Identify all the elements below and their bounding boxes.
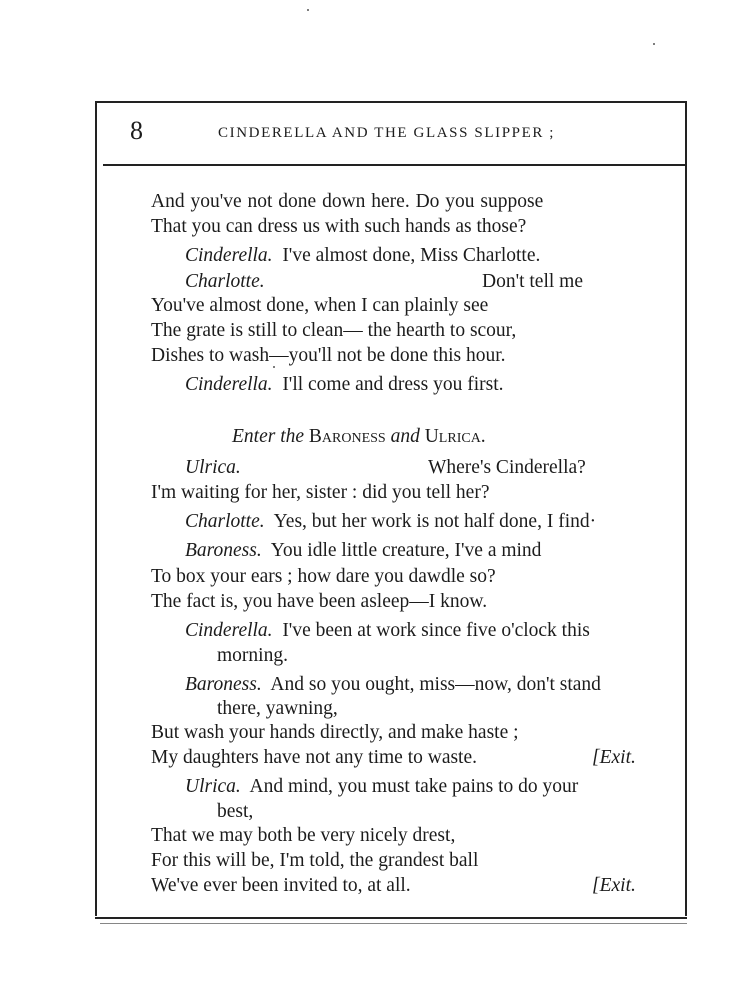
verse-line: But wash your hands directly, and make haste ; [151, 722, 519, 743]
speech-text: Don't tell me [482, 271, 583, 292]
verse-line: The fact is, you have been asleep—I know. [151, 591, 488, 612]
speech-continuation: there, yawning, [217, 698, 338, 719]
speech-line [185, 673, 601, 697]
stage-direction [232, 425, 486, 449]
speaker-name: Cinderella. [185, 245, 273, 266]
stage-character: Baroness [308, 426, 386, 447]
speech-line [185, 539, 541, 563]
verse-line: That we may both be very nicely drest, [151, 825, 456, 846]
speech-line [185, 775, 578, 799]
speaker-name: Baroness. [185, 540, 262, 561]
speech-text: I'll come and dress you first. [282, 374, 504, 395]
verse-line: And you've not done down here. Do you suppose [151, 191, 544, 212]
speaker-name: Baroness. [185, 674, 262, 695]
verse-line: For this will be, I'm told, the grandest ball [151, 850, 479, 871]
speech-continuation: morning. [217, 645, 288, 666]
running-title: CINDERELLA AND THE GLASS SLIPPER ; [218, 125, 556, 141]
stage-enter: Enter the [232, 426, 305, 447]
speech-text: Where's Cinderella? [428, 457, 586, 478]
verse-line: To box your ears ; how dare you dawdle so? [151, 566, 496, 587]
speaker-name: Cinderella. [185, 374, 273, 395]
speech-text: I've been at work since five o'clock this [282, 620, 590, 641]
speech-text: I've almost done, Miss Charlotte. [282, 245, 541, 266]
speaker-name: Charlotte. [185, 271, 265, 292]
speaker-name: Charlotte. [185, 511, 265, 532]
speech-text: And so you ought, miss—now, don't stand [270, 674, 601, 695]
verse-line: We've ever been invited to, at all. [151, 875, 411, 896]
speech-line [185, 510, 596, 534]
stage-character: Ulrica. [424, 426, 486, 447]
exit-direction: [Exit. [592, 747, 636, 768]
verse-line: Dishes to wash—you'll not be done this hour. [151, 345, 506, 366]
verse-line: You've almost done, when I can plainly see [151, 295, 489, 316]
speech-line [185, 373, 504, 397]
speaker-name: Cinderella. [185, 620, 273, 641]
speaker-name: Ulrica. [185, 776, 241, 797]
verse-line: That you can dress us with such hands as those? [151, 216, 527, 237]
speech-text: You idle little creature, I've a mind [270, 540, 542, 561]
stage-and: and [390, 426, 420, 447]
speech-line [185, 619, 590, 643]
speech-text: And mind, you must take pains to do your [249, 776, 579, 797]
speech-continuation: best, [217, 801, 254, 822]
speech-text: Yes, but her work is not half done, I find· [273, 511, 597, 532]
verse-line: My daughters have not any time to waste. [151, 747, 478, 768]
page-number: 8 [130, 116, 143, 145]
speech-line [185, 244, 540, 268]
verse-line: The grate is still to clean— the hearth to scour, [151, 320, 517, 341]
exit-direction: [Exit. [592, 875, 636, 896]
verse-line: I'm waiting for her, sister : did you tell her? [151, 482, 490, 503]
speaker-name: Ulrica. [185, 457, 241, 478]
